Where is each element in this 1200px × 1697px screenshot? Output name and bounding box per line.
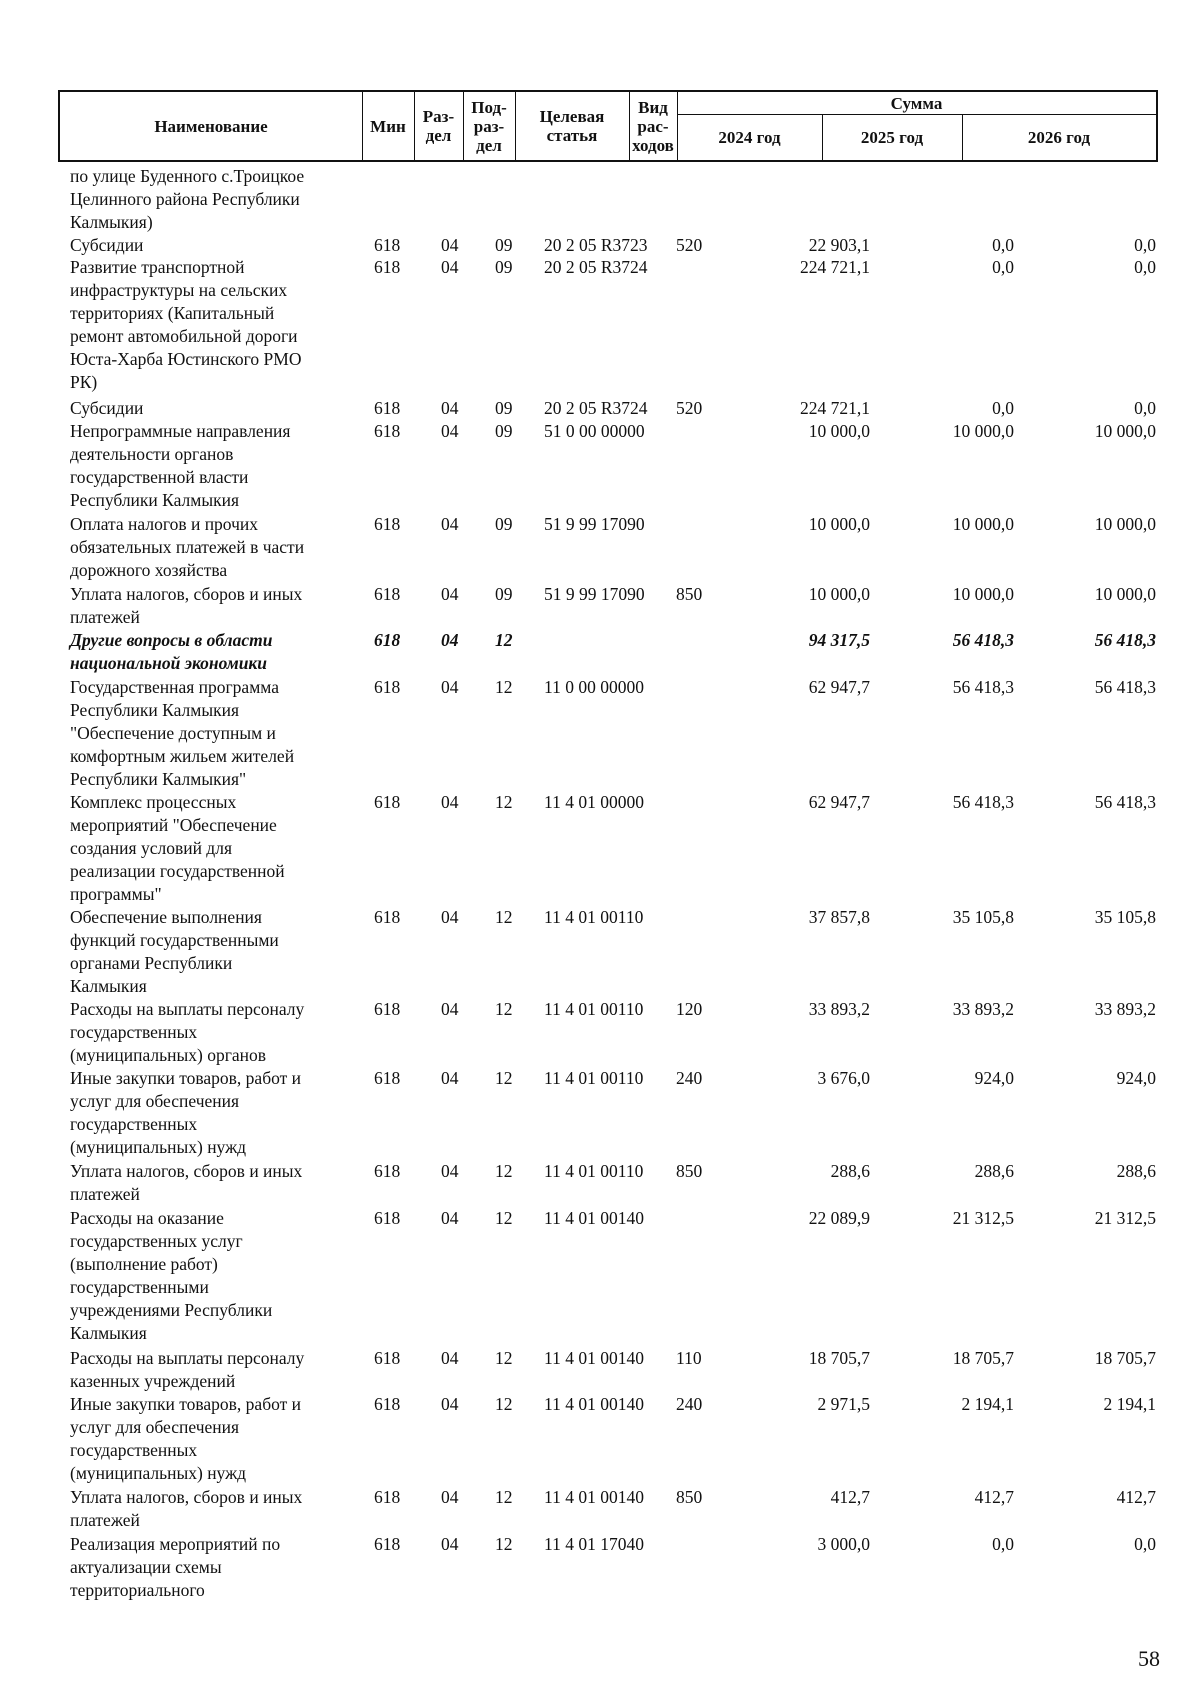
cell-podrazdel: 12: [495, 1068, 513, 1088]
header-2025: 2025 год: [860, 127, 924, 147]
cell-2025: 10 000,0: [952, 421, 1014, 441]
cell-razdel: 04: [441, 1487, 459, 1507]
cell-min: 618: [374, 792, 401, 812]
header-2024: 2024 год: [718, 127, 781, 147]
cell-razdel: 04: [441, 999, 459, 1019]
cell-min: 618: [374, 398, 401, 418]
cell-min: 618: [374, 677, 401, 697]
cell-vid: 110: [676, 1348, 702, 1368]
cell-tselevaya: 11 0 00 00000: [544, 677, 644, 697]
cell-razdel: 04: [441, 1068, 459, 1088]
cell-vid: 240: [676, 1394, 703, 1414]
cell-2025: 0,0: [992, 398, 1014, 418]
cell-2025: 21 312,5: [952, 1208, 1014, 1228]
cell-vid: 520: [676, 398, 703, 418]
cell-name: Обеспечение выполнения функций государственными органами Республики Калмыкия: [70, 907, 279, 996]
cell-2025: 288,6: [974, 1161, 1014, 1181]
cell-name: Иные закупки товаров, работ и услуг для обеспечения государственных (муниципальных) нужд: [70, 1394, 302, 1483]
header-2026: 2026 год: [1027, 127, 1091, 147]
cell-tselevaya: 20 2 05 R3724: [544, 398, 648, 418]
header-summa: Сумма: [890, 93, 943, 113]
table-header: [58, 90, 1158, 162]
cell-2024: 2 971,5: [817, 1394, 870, 1414]
cell-name: Расходы на выплаты персоналу казенных учреждений: [70, 1348, 305, 1391]
cell-name: Развитие транспортной инфраструктуры на сельских территориях (Капитальный ремонт автомобильной дороги Юста-Харба Юстинского РМО РК): [70, 257, 302, 392]
cell-razdel: 04: [441, 630, 459, 650]
cell-podrazdel: 09: [495, 398, 513, 418]
cell-min: 618: [374, 1161, 401, 1181]
cell-tselevaya: 20 2 05 R3724: [544, 257, 648, 277]
page-number: 58: [1138, 1646, 1160, 1671]
cell-tselevaya: 51 9 99 17090: [544, 514, 645, 534]
cell-name: Субсидии: [70, 398, 144, 418]
cell-name: Расходы на выплаты персоналу государственных (муниципальных) органов: [70, 999, 305, 1065]
cell-2025: 33 893,2: [952, 999, 1014, 1019]
cell-vid: 850: [676, 584, 703, 604]
cell-min: 618: [374, 584, 401, 604]
cell-vid: 120: [676, 999, 703, 1019]
cell-razdel: 04: [441, 584, 459, 604]
cell-razdel: 04: [441, 514, 459, 534]
cell-podrazdel: 09: [495, 235, 513, 255]
cell-podrazdel: 12: [495, 1348, 513, 1368]
cell-podrazdel: 12: [495, 792, 513, 812]
cell-podrazdel: 12: [495, 907, 513, 927]
cell-name: по улице Буденного с.Троицкое Целинного района Республики Калмыкия): [70, 166, 305, 232]
cell-2026: 924,0: [1116, 1068, 1156, 1088]
cell-2024: 62 947,7: [808, 677, 870, 697]
cell-razdel: 04: [441, 1394, 459, 1414]
cell-2026: 0,0: [1134, 1534, 1156, 1554]
header-podrazdel: Под- раз- дел: [471, 97, 507, 155]
cell-tselevaya: 11 4 01 00110: [544, 1161, 644, 1181]
cell-tselevaya: 11 4 01 00140: [544, 1348, 644, 1368]
cell-2024: 10 000,0: [808, 421, 870, 441]
cell-min: 618: [374, 421, 401, 441]
cell-2025: 0,0: [992, 257, 1014, 277]
cell-2025: 56 418,3: [952, 792, 1014, 812]
cell-2024: 18 705,7: [808, 1348, 870, 1368]
cell-razdel: 04: [441, 677, 459, 697]
cell-min: 618: [374, 514, 401, 534]
cell-2025: 18 705,7: [952, 1348, 1014, 1368]
cell-tselevaya: 11 4 01 17040: [544, 1534, 644, 1554]
cell-2026: 56 418,3: [1094, 677, 1156, 697]
cell-min: 618: [374, 907, 401, 927]
cell-tselevaya: 11 4 01 00140: [544, 1394, 644, 1414]
cell-tselevaya: 11 4 01 00110: [544, 907, 644, 927]
cell-2026: 412,7: [1116, 1487, 1156, 1507]
cell-2024: 10 000,0: [808, 584, 870, 604]
cell-2025: 35 105,8: [952, 907, 1014, 927]
cell-2025: 0,0: [992, 235, 1014, 255]
cell-2025: 56 418,3: [952, 630, 1014, 650]
cell-name: Комплекс процессных мероприятий "Обеспечение создания условий для реализации государственной программы": [70, 792, 285, 904]
cell-podrazdel: 09: [495, 257, 513, 277]
cell-podrazdel: 12: [495, 1208, 513, 1228]
cell-podrazdel: 12: [495, 677, 513, 697]
cell-razdel: 04: [441, 1161, 459, 1181]
cell-2026: 288,6: [1116, 1161, 1156, 1181]
cell-2024: 3 000,0: [817, 1534, 870, 1554]
cell-vid: 520: [676, 235, 703, 255]
cell-podrazdel: 12: [495, 999, 513, 1019]
cell-razdel: 04: [441, 907, 459, 927]
cell-vid: 850: [676, 1487, 703, 1507]
cell-razdel: 04: [441, 792, 459, 812]
cell-2025: 10 000,0: [952, 514, 1014, 534]
header-razdel: Раз- дел: [422, 107, 455, 145]
cell-podrazdel: 09: [495, 421, 513, 441]
cell-razdel: 04: [441, 1348, 459, 1368]
cell-2026: 56 418,3: [1094, 792, 1156, 812]
cell-2026: 35 105,8: [1094, 907, 1156, 927]
cell-name: Расходы на оказание государственных услуг (выполнение работ) государственными учреждениями Республики Калмыкия: [70, 1208, 273, 1343]
cell-podrazdel: 09: [495, 584, 513, 604]
cell-2025: 2 194,1: [961, 1394, 1014, 1414]
cell-vid: 240: [676, 1068, 703, 1088]
cell-name: Уплата налогов, сборов и иных платежей: [70, 1487, 303, 1530]
cell-2024: 33 893,2: [808, 999, 870, 1019]
cell-tselevaya: 51 0 00 00000: [544, 421, 645, 441]
cell-min: 618: [374, 1487, 401, 1507]
cell-min: 618: [374, 1068, 401, 1088]
cell-name: Субсидии: [70, 235, 144, 255]
cell-min: 618: [374, 257, 401, 277]
cell-min: 618: [374, 1208, 401, 1228]
cell-min: 618: [374, 999, 401, 1019]
cell-min: 618: [374, 630, 401, 650]
cell-2026: 10 000,0: [1094, 514, 1156, 534]
cell-2026: 56 418,3: [1094, 630, 1156, 650]
cell-min: 618: [374, 1394, 401, 1414]
cell-razdel: 04: [441, 398, 459, 418]
cell-tselevaya: 20 2 05 R3723: [544, 235, 648, 255]
cell-tselevaya: 51 9 99 17090: [544, 584, 645, 604]
cell-name: Другие вопросы в области национальной экономики: [70, 630, 273, 673]
cell-2024: 412,7: [830, 1487, 870, 1507]
cell-2024: 94 317,5: [808, 630, 870, 650]
cell-podrazdel: 12: [495, 630, 513, 650]
cell-tselevaya: 11 4 01 00000: [544, 792, 644, 812]
cell-2026: 18 705,7: [1094, 1348, 1156, 1368]
cell-2025: 412,7: [974, 1487, 1014, 1507]
header-tselevaya: Целевая статья: [539, 107, 605, 145]
header-min: Мин: [370, 116, 406, 136]
cell-razdel: 04: [441, 1208, 459, 1228]
cell-2026: 0,0: [1134, 257, 1156, 277]
cell-razdel: 04: [441, 421, 459, 441]
cell-2024: 62 947,7: [808, 792, 870, 812]
cell-2024: 288,6: [830, 1161, 870, 1181]
cell-min: 618: [374, 235, 401, 255]
cell-2024: 224 721,1: [800, 398, 870, 418]
cell-podrazdel: 12: [495, 1487, 513, 1507]
cell-podrazdel: 12: [495, 1161, 513, 1181]
cell-name: Иные закупки товаров, работ и услуг для обеспечения государственных (муниципальных) нужд: [70, 1068, 302, 1157]
cell-tselevaya: 11 4 01 00140: [544, 1487, 644, 1507]
cell-vid: 850: [676, 1161, 703, 1181]
cell-min: 618: [374, 1534, 401, 1554]
cell-name: Уплата налогов, сборов и иных платежей: [70, 584, 303, 627]
cell-2026: 10 000,0: [1094, 584, 1156, 604]
cell-name: Непрограммные направления деятельности органов государственной власти Республики Калмыкия: [70, 421, 291, 510]
cell-2024: 22 903,1: [808, 235, 870, 255]
cell-name: Уплата налогов, сборов и иных платежей: [70, 1161, 303, 1204]
cell-2025: 56 418,3: [952, 677, 1014, 697]
cell-2024: 22 089,9: [808, 1208, 870, 1228]
cell-2026: 0,0: [1134, 398, 1156, 418]
cell-razdel: 04: [441, 257, 459, 277]
cell-2025: 924,0: [974, 1068, 1014, 1088]
cell-tselevaya: 11 4 01 00110: [544, 1068, 644, 1088]
cell-2026: 0,0: [1134, 235, 1156, 255]
cell-podrazdel: 09: [495, 514, 513, 534]
cell-2024: 3 676,0: [817, 1068, 870, 1088]
cell-2024: 224 721,1: [800, 257, 870, 277]
cell-2026: 33 893,2: [1094, 999, 1156, 1019]
cell-podrazdel: 12: [495, 1394, 513, 1414]
cell-2024: 37 857,8: [808, 907, 870, 927]
cell-2026: 21 312,5: [1094, 1208, 1156, 1228]
cell-min: 618: [374, 1348, 401, 1368]
header-vid: Вид рас- ходов: [632, 97, 674, 155]
cell-razdel: 04: [441, 1534, 459, 1554]
cell-2026: 2 194,1: [1103, 1394, 1156, 1414]
header-name: Наименование: [154, 116, 268, 136]
cell-podrazdel: 12: [495, 1534, 513, 1554]
cell-name: Оплата налогов и прочих обязательных платежей в части дорожного хозяйства: [70, 514, 305, 580]
cell-name: Реализация мероприятий по актуализации схемы территориального: [70, 1534, 281, 1600]
cell-2026: 10 000,0: [1094, 421, 1156, 441]
cell-name: Государственная программа Республики Калмыкия "Обеспечение доступным и комфортным жильем жителей Республики Калмыкия": [70, 677, 295, 789]
cell-2024: 10 000,0: [808, 514, 870, 534]
cell-tselevaya: 11 4 01 00140: [544, 1208, 644, 1228]
cell-2025: 10 000,0: [952, 584, 1014, 604]
cell-2025: 0,0: [992, 1534, 1014, 1554]
cell-tselevaya: 11 4 01 00110: [544, 999, 644, 1019]
cell-razdel: 04: [441, 235, 459, 255]
